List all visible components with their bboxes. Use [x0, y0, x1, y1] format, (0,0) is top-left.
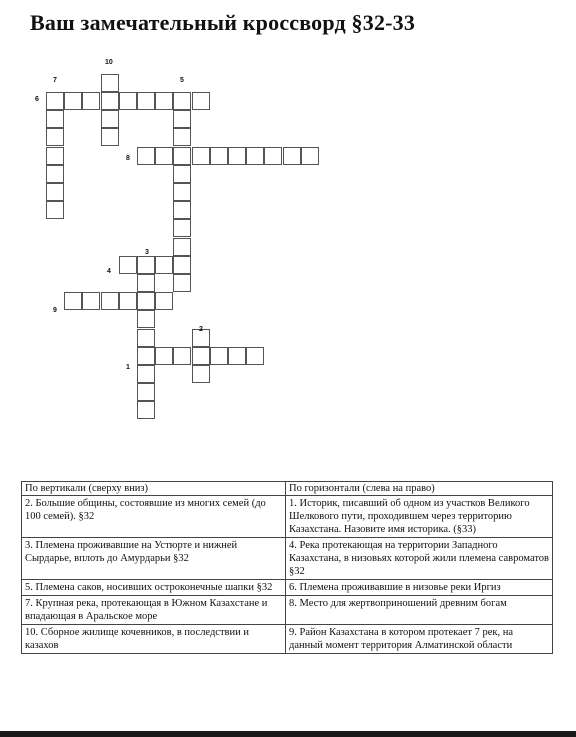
crossword-cell[interactable]: [137, 329, 155, 347]
crossword-cell[interactable]: [137, 292, 155, 310]
crossword-cell[interactable]: [173, 238, 191, 256]
clue-row: [22, 625, 553, 654]
crossword-cell[interactable]: [173, 347, 191, 365]
crossword-cell[interactable]: [155, 256, 173, 274]
crossword-cell[interactable]: [246, 347, 264, 365]
horizontal-clues-header: По горизонтали (слева на право): [286, 482, 553, 496]
crossword-cell[interactable]: [64, 292, 82, 310]
crossword-cell[interactable]: [64, 92, 82, 110]
crossword-cell[interactable]: [137, 274, 155, 292]
vertical-clue: 5. Племена саков, носивших остроконечные шапки §32: [22, 580, 286, 596]
crossword-cell[interactable]: [82, 292, 100, 310]
crossword-cell[interactable]: [283, 147, 301, 165]
clue-number-label: 7: [53, 77, 57, 84]
clue-number-label: 6: [35, 96, 39, 103]
crossword-cell[interactable]: [137, 401, 155, 419]
crossword-cell[interactable]: [46, 165, 64, 183]
clue-number-label: 8: [126, 155, 130, 162]
clue-row: [22, 580, 553, 596]
clue-number-label: 10: [105, 59, 113, 66]
clue-number-label: 1: [126, 364, 130, 371]
crossword-cell[interactable]: [137, 256, 155, 274]
crossword-cell[interactable]: [46, 110, 64, 128]
crossword-cell[interactable]: [155, 147, 173, 165]
horizontal-clue: 9. Район Казахстана в котором протекает 7 рек, на данный момент территория Алматинской области: [286, 625, 553, 654]
crossword-cell[interactable]: [192, 147, 210, 165]
crossword-cell[interactable]: [137, 92, 155, 110]
crossword-cell[interactable]: [246, 147, 264, 165]
crossword-cell[interactable]: [119, 256, 137, 274]
crossword-cell[interactable]: [46, 92, 64, 110]
crossword-cell[interactable]: [210, 147, 228, 165]
crossword-cell[interactable]: [46, 147, 64, 165]
crossword-cell[interactable]: [46, 128, 64, 146]
crossword-cell[interactable]: [173, 274, 191, 292]
clue-number-label: 3: [145, 249, 149, 256]
crossword-cell[interactable]: [101, 110, 119, 128]
clue-number-label: 5: [180, 77, 184, 84]
clues-table: [21, 481, 553, 654]
horizontal-clue: 8. Место для жертвоприношений древним богам: [286, 596, 553, 625]
crossword-cell[interactable]: [228, 347, 246, 365]
vertical-clue: 10. Сборное жилище кочевников, в последствии и казахов: [22, 625, 286, 654]
crossword-cell[interactable]: [173, 92, 191, 110]
crossword-cell[interactable]: [173, 128, 191, 146]
crossword-cell[interactable]: [173, 256, 191, 274]
clue-row: [22, 538, 553, 580]
crossword-cell[interactable]: [192, 347, 210, 365]
horizontal-clue: 4. Река протекающая на территории Западного Казахстана, в низовьях которой жили племена савроматов §32: [286, 538, 553, 580]
clue-row: [22, 496, 553, 538]
page-title: Ваш замечательный кроссворд §32-33: [30, 10, 416, 35]
vertical-clue: 7. Крупная река, протекающая в Южном Казахстане и впадающая в Аральское море: [22, 596, 286, 625]
crossword-cell[interactable]: [155, 292, 173, 310]
crossword-cell[interactable]: [101, 292, 119, 310]
crossword-cell[interactable]: [101, 74, 119, 92]
clue-number-label: 9: [53, 307, 57, 314]
crossword-cell[interactable]: [173, 201, 191, 219]
crossword-cell[interactable]: [119, 92, 137, 110]
crossword-cell[interactable]: [137, 147, 155, 165]
crossword-cell[interactable]: [82, 92, 100, 110]
clue-number-label: 4: [107, 268, 111, 275]
crossword-cell[interactable]: [137, 310, 155, 328]
crossword-cell[interactable]: [155, 347, 173, 365]
crossword-cell[interactable]: [173, 110, 191, 128]
crossword-cell[interactable]: [137, 365, 155, 383]
crossword-cell[interactable]: [192, 365, 210, 383]
crossword-cell[interactable]: [228, 147, 246, 165]
crossword-cell[interactable]: [137, 383, 155, 401]
clue-number-label: 2: [199, 326, 203, 333]
crossword-cell[interactable]: [101, 92, 119, 110]
horizontal-clue: 6. Племена проживавшие в низовье реки Иргиз: [286, 580, 553, 596]
crossword-cell[interactable]: [119, 292, 137, 310]
crossword-cell[interactable]: [210, 347, 228, 365]
crossword-cell[interactable]: [46, 183, 64, 201]
horizontal-clue: 1. Историк, писавший об одном из участков Великого Шелкового пути, проходившем через территорию Казахстана. Назовите имя историка. (§33): [286, 496, 553, 538]
crossword-cell[interactable]: [46, 201, 64, 219]
crossword-cell[interactable]: [301, 147, 319, 165]
crossword-cell[interactable]: [173, 165, 191, 183]
crossword-cell[interactable]: [137, 347, 155, 365]
vertical-clue: 2. Большие общины, состоявшие из многих семей (до 100 семей). §32: [22, 496, 286, 538]
vertical-clues-header: По вертикали (сверху вниз): [22, 482, 286, 496]
clues-header-row: [22, 482, 553, 496]
crossword-cell[interactable]: [264, 147, 282, 165]
crossword-cell[interactable]: [173, 219, 191, 237]
crossword-cell[interactable]: [173, 147, 191, 165]
crossword-cell[interactable]: [173, 183, 191, 201]
vertical-clue: 3. Племена проживавшие на Устюрте и нижней Сырдарье, вплоть до Амурдарьи §32: [22, 538, 286, 580]
bottom-border: [0, 731, 576, 737]
crossword-cell[interactable]: [192, 92, 210, 110]
clue-row: [22, 596, 553, 625]
crossword-cell[interactable]: [155, 92, 173, 110]
crossword-cell[interactable]: [101, 128, 119, 146]
